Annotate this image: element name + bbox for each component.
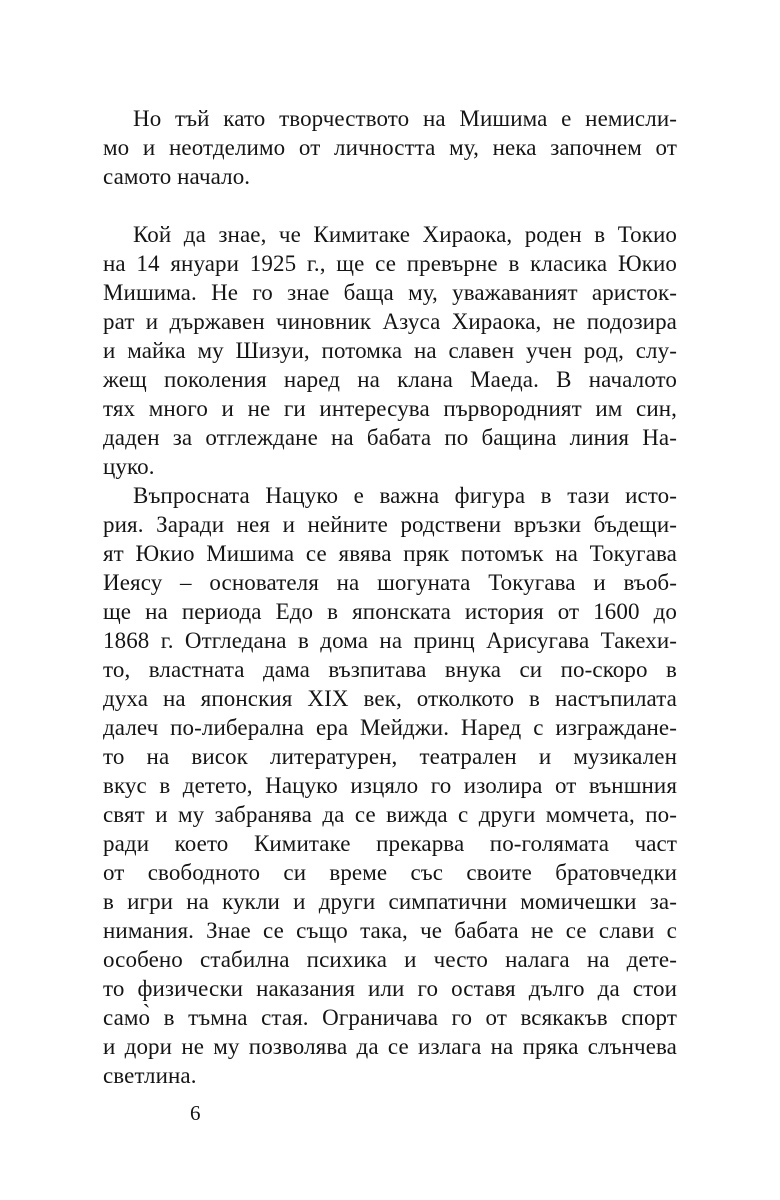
text-line: само̀ в тъмна стая. Ограничава го от всякакъв спорт <box>103 1005 677 1030</box>
text-line: ят Юкио Мишима се явява пряк потомък на Токугава <box>103 541 677 566</box>
text-line: жещ поколения наред на клана Маеда. В началото <box>103 367 677 392</box>
text-line: в игри на кукли и други симпатични момичешки за- <box>103 889 677 914</box>
text-line: то, властната дама възпитава внука си по-скоро в <box>103 657 677 682</box>
text-line: то на висок литературен, театрален и музикален <box>103 744 677 769</box>
text-line: и майка му Шизуи, потомка на славен учен род, слу- <box>103 338 677 363</box>
text-line: Иеясу – основателя на шогуната Токугава и въоб- <box>103 570 677 595</box>
text-line: ще на периода Едо в японската история от 1600 до <box>103 599 677 624</box>
text-line: рат и държавен чиновник Азуса Хираока, не подозира <box>103 309 677 334</box>
text-line: вкус в детето, Нацуко изцяло го изолира от външния <box>103 773 677 798</box>
text-line: цуко. <box>103 454 155 479</box>
text-line: духа на японския XIX век, отколкото в настъпилата <box>103 686 677 711</box>
text-block <box>103 104 677 1090</box>
text-line: Мишима. Не го знае баща му, уважаваният аристок- <box>103 280 677 305</box>
paragraph <box>103 481 677 1090</box>
text-line: Въпросната Нацуко е важна фигура в тази исто- <box>133 483 677 508</box>
text-line: то физически наказания или го оставя дълго да стои <box>103 976 677 1001</box>
text-line: Но тъй като творчеството на Мишима е немисли- <box>133 106 677 131</box>
text-line: и дори не му позволява да се излага на пряка слънчева <box>103 1034 677 1059</box>
page-number: 6 <box>190 1101 201 1125</box>
text-line: нимания. Знае се също така, че бабата не се слави с <box>103 918 677 943</box>
text-line: тях много и не ги интересува първородният им син, <box>103 396 677 421</box>
text-line: ради което Кимитаке прекарва по-голямата част <box>103 831 677 856</box>
text-line: светлина. <box>103 1063 197 1088</box>
text-line: на 14 януари 1925 г., ще се превърне в класика Юкио <box>103 251 677 276</box>
text-line: особено стабилна психика и често налага на дете- <box>103 947 677 972</box>
text-line: самото начало. <box>103 164 251 189</box>
text-line: мо и неотделимо от личността му, нека започнем от <box>103 135 677 160</box>
paragraph <box>103 220 677 481</box>
text-line: свят и му забранява да се вижда с други момчета, по- <box>103 802 677 827</box>
text-line: Кой да знае, че Кимитаке Хираока, роден в Токио <box>133 222 677 247</box>
text-line: 1868 г. Отгледана в дома на принц Арисугава Такехи- <box>103 628 677 653</box>
text-line: даден за отглеждане на бабата по бащина линия На- <box>103 425 677 450</box>
text-line: далеч по-либерална ера Мейджи. Наред с изграждане- <box>103 715 677 740</box>
text-line: от свободното си време със своите братовчедки <box>103 860 677 885</box>
paragraph <box>103 104 677 191</box>
paragraph-spacer <box>103 191 677 220</box>
text-line: рия. Заради нея и нейните родствени връзки бъдещи- <box>103 512 677 537</box>
